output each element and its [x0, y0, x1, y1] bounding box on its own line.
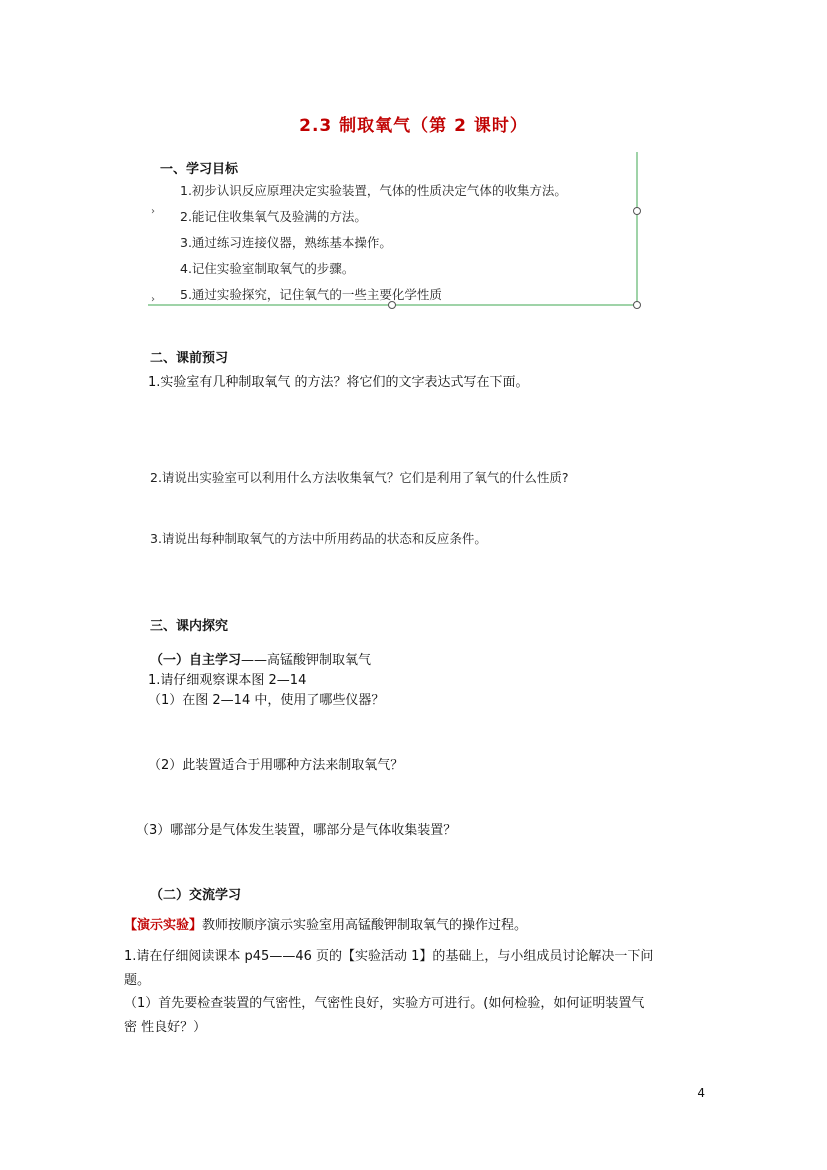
preview-question-3: 3.请说出每种制取氧气的方法中所用药品的状态和反应条件。: [150, 531, 487, 546]
self-study-heading: [150, 649, 371, 668]
goal-item: 3.通过练习连接仪器，熟练基本操作。: [180, 235, 392, 250]
self-study-topic: ——高锰酸钾制取氧气: [241, 653, 372, 668]
airtightness-paragraph-line: （1）首先要检查装置的气密性，气密性良好，实验方可进行。(如何检验，如何证明装置气: [124, 996, 645, 1011]
goal-item: 4.记住实验室制取氧气的步骤。: [180, 261, 355, 276]
explore-heading: 三、课内探究: [150, 619, 229, 634]
goal-item: 2.能记住收集氧气及验满的方法。: [180, 209, 367, 224]
explore-sub-question-2: （2）此装置适合于用哪种方法来制取氧气？: [148, 758, 404, 773]
self-study-title: （一）自主学习: [150, 653, 242, 668]
explore-sub-question-3: （3）哪部分是气体发生装置，哪部分是气体收集装置？: [136, 823, 457, 838]
page-title: 2.3 制取氧气（第 2 课时）: [299, 116, 528, 136]
discussion-paragraph-line: 1.请在仔细阅读课本 p45——46 页的【实验活动 1】的基础上，与小组成员讨论解决一下问: [124, 949, 654, 964]
exchange-heading: （二）交流学习: [150, 888, 242, 903]
discussion-paragraph-line: 题。: [124, 973, 151, 988]
left-marker: ›: [151, 206, 155, 217]
preview-question-2: 2.请说出实验室可以利用什么方法收集氧气？它们是利用了氧气的什么性质?: [150, 470, 569, 485]
goal-item: 5.通过实验探究，记住氧气的一些主要化学性质: [180, 287, 442, 302]
airtightness-paragraph-line: 密 性良好？）: [124, 1020, 207, 1035]
demo-text: 教师按顺序演示实验室用高锰酸钾制取氧气的操作过程。: [202, 918, 528, 933]
page-number: 4: [697, 1086, 705, 1100]
resize-handle-corner: [633, 301, 641, 309]
explore-sub-question-1: （1）在图 2—14 中，使用了哪些仪器？: [148, 693, 385, 708]
demo-label: 【演示实验】: [124, 918, 203, 933]
goals-heading: 一、学习目标: [160, 162, 239, 177]
preview-question-1: 1.实验室有几种制取氧气 的方法？将它们的文字表达式写在下面。: [148, 375, 529, 390]
resize-handle-right: [633, 207, 641, 215]
goal-item: 1.初步认识反应原理决定实验装置，气体的性质决定气体的收集方法。: [180, 183, 567, 198]
explore-item-1: 1.请仔细观察课本图 2—14: [148, 673, 307, 688]
left-marker: ›: [151, 294, 155, 305]
preview-heading: 二、课前预习: [150, 351, 229, 366]
demo-line: [124, 914, 527, 933]
